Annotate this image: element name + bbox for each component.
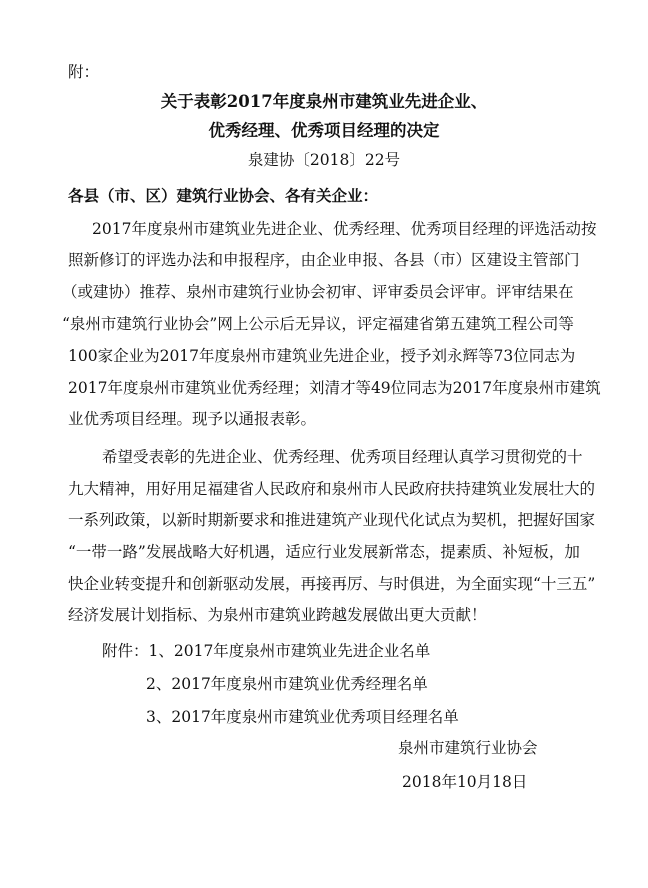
attachment-label: 附： bbox=[68, 63, 100, 81]
paragraph-line: 业优秀项目经理。现予以通报表彰。 bbox=[68, 410, 317, 428]
paragraph-line: 希望受表彰的先进企业、优秀经理、优秀项目经理认真学习贯彻党的十 bbox=[102, 448, 583, 466]
paragraph-line: “一带一路”发展战略大好机遇，适应行业发展新常态，提素质、补短板，加 bbox=[68, 543, 580, 561]
attachment-item: 3、2017年度泉州市建筑业优秀项目经理名单 bbox=[146, 708, 459, 726]
paragraph-line: 2017年度泉州市建筑业先进企业、优秀经理、优秀项目经理的评选活动按 bbox=[92, 220, 597, 238]
paragraph-line: 九大精神，用好用足福建省人民政府和泉州市人民政府扶持建筑业发展壮大的 bbox=[68, 480, 596, 498]
paragraph-line: 一系列政策，以新时期新要求和推进建筑产业现代化试点为契机，把握好国家 bbox=[68, 511, 596, 529]
title-line-2: 优秀经理、优秀项目经理的决定 bbox=[208, 121, 440, 140]
paragraph-line: “泉州市建筑行业协会”网上公示后无异议，评定福建省第五建筑工程公司等 bbox=[62, 315, 574, 333]
paragraph-line: 100家企业为2017年度泉州市建筑业先进企业，授予刘永辉等73位同志为 bbox=[68, 347, 576, 365]
paragraph-line: 快企业转变提升和创新驱动发展，再接再厉、与时俱进，为全面实现“十三五” bbox=[68, 575, 596, 593]
paragraph-line: （或建协）推荐、泉州市建筑行业协会初审、评审委员会评审。评审结果在 bbox=[62, 283, 574, 301]
paragraph-line: 照新修订的评选办法和申报程序，由企业申报、各县（市）区建设主管部门 bbox=[68, 251, 580, 269]
signature-date: 2018年10月18日 bbox=[402, 773, 528, 791]
title-line-1: 关于表彰2017年度泉州市建筑业先进企业、 bbox=[160, 92, 488, 111]
paragraph-line: 2017年度泉州市建筑业优秀经理；刘清才等49位同志为2017年度泉州市建筑 bbox=[68, 379, 601, 397]
salutation: 各县（市、区）建筑行业协会、各有关企业： bbox=[68, 186, 379, 205]
paragraph-line: 经济发展计划指标、为泉州市建筑业跨越发展做出更大贡献！ bbox=[68, 606, 487, 624]
signature-organization: 泉州市建筑行业协会 bbox=[398, 739, 538, 757]
document-number: 泉建协〔2018〕22号 bbox=[247, 151, 401, 169]
attachment-item: 附件：1、2017年度泉州市建筑业先进企业名单 bbox=[102, 642, 431, 660]
attachment-item: 2、2017年度泉州市建筑业优秀经理名单 bbox=[146, 675, 428, 693]
